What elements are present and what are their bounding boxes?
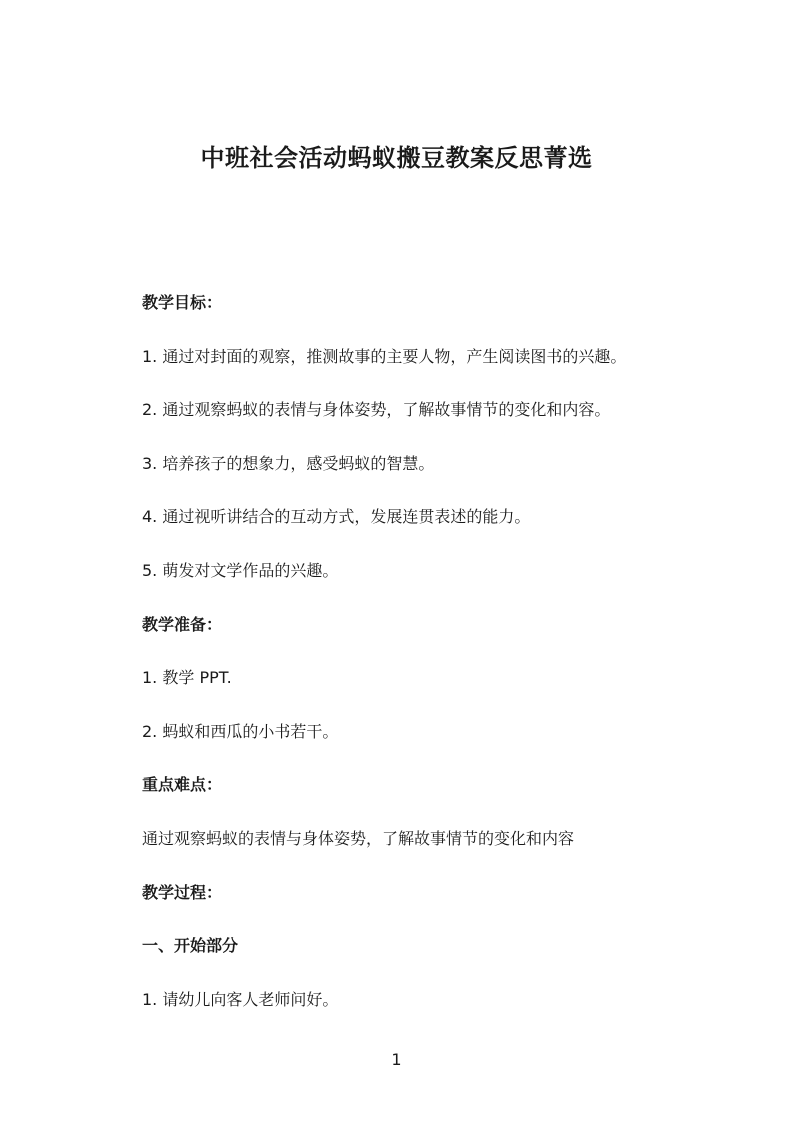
- paragraph: 5. 萌发对文学作品的兴趣。: [142, 560, 339, 580]
- document-body: [142, 276, 743, 1026]
- paragraph: 通过观察蚂蚁的表情与身体姿势，了解故事情节的变化和内容: [142, 828, 575, 848]
- section-heading: 教学目标：: [142, 293, 223, 312]
- document-title: 中班社会活动蚂蚁搬豆教案反思菁选: [200, 144, 593, 172]
- section-heading: 教学准备：: [142, 614, 223, 634]
- section-heading: 教学过程：: [142, 882, 223, 902]
- paragraph: 1. 教学 PPT.: [142, 668, 232, 688]
- paragraph: 2. 通过观察蚂蚁的表情与身体姿势，了解故事情节的变化和内容。: [142, 400, 611, 420]
- page-number: 1: [391, 1050, 402, 1069]
- section-heading: 一、开始部分: [142, 936, 239, 956]
- paragraph: 2. 蚂蚁和西瓜的小书若干。: [142, 721, 339, 741]
- paragraph: 1. 请幼儿向客人老师问好。: [142, 989, 339, 1009]
- paragraph: 4. 通过视听讲结合的互动方式，发展连贯表述的能力。: [142, 507, 531, 527]
- paragraph: 3. 培养孩子的想象力，感受蚂蚁的智慧。: [142, 453, 435, 473]
- paragraph: 1. 通过对封面的观察，推测故事的主要人物，产生阅读图书的兴趣。: [142, 346, 627, 366]
- section-heading: 重点难点：: [142, 775, 223, 795]
